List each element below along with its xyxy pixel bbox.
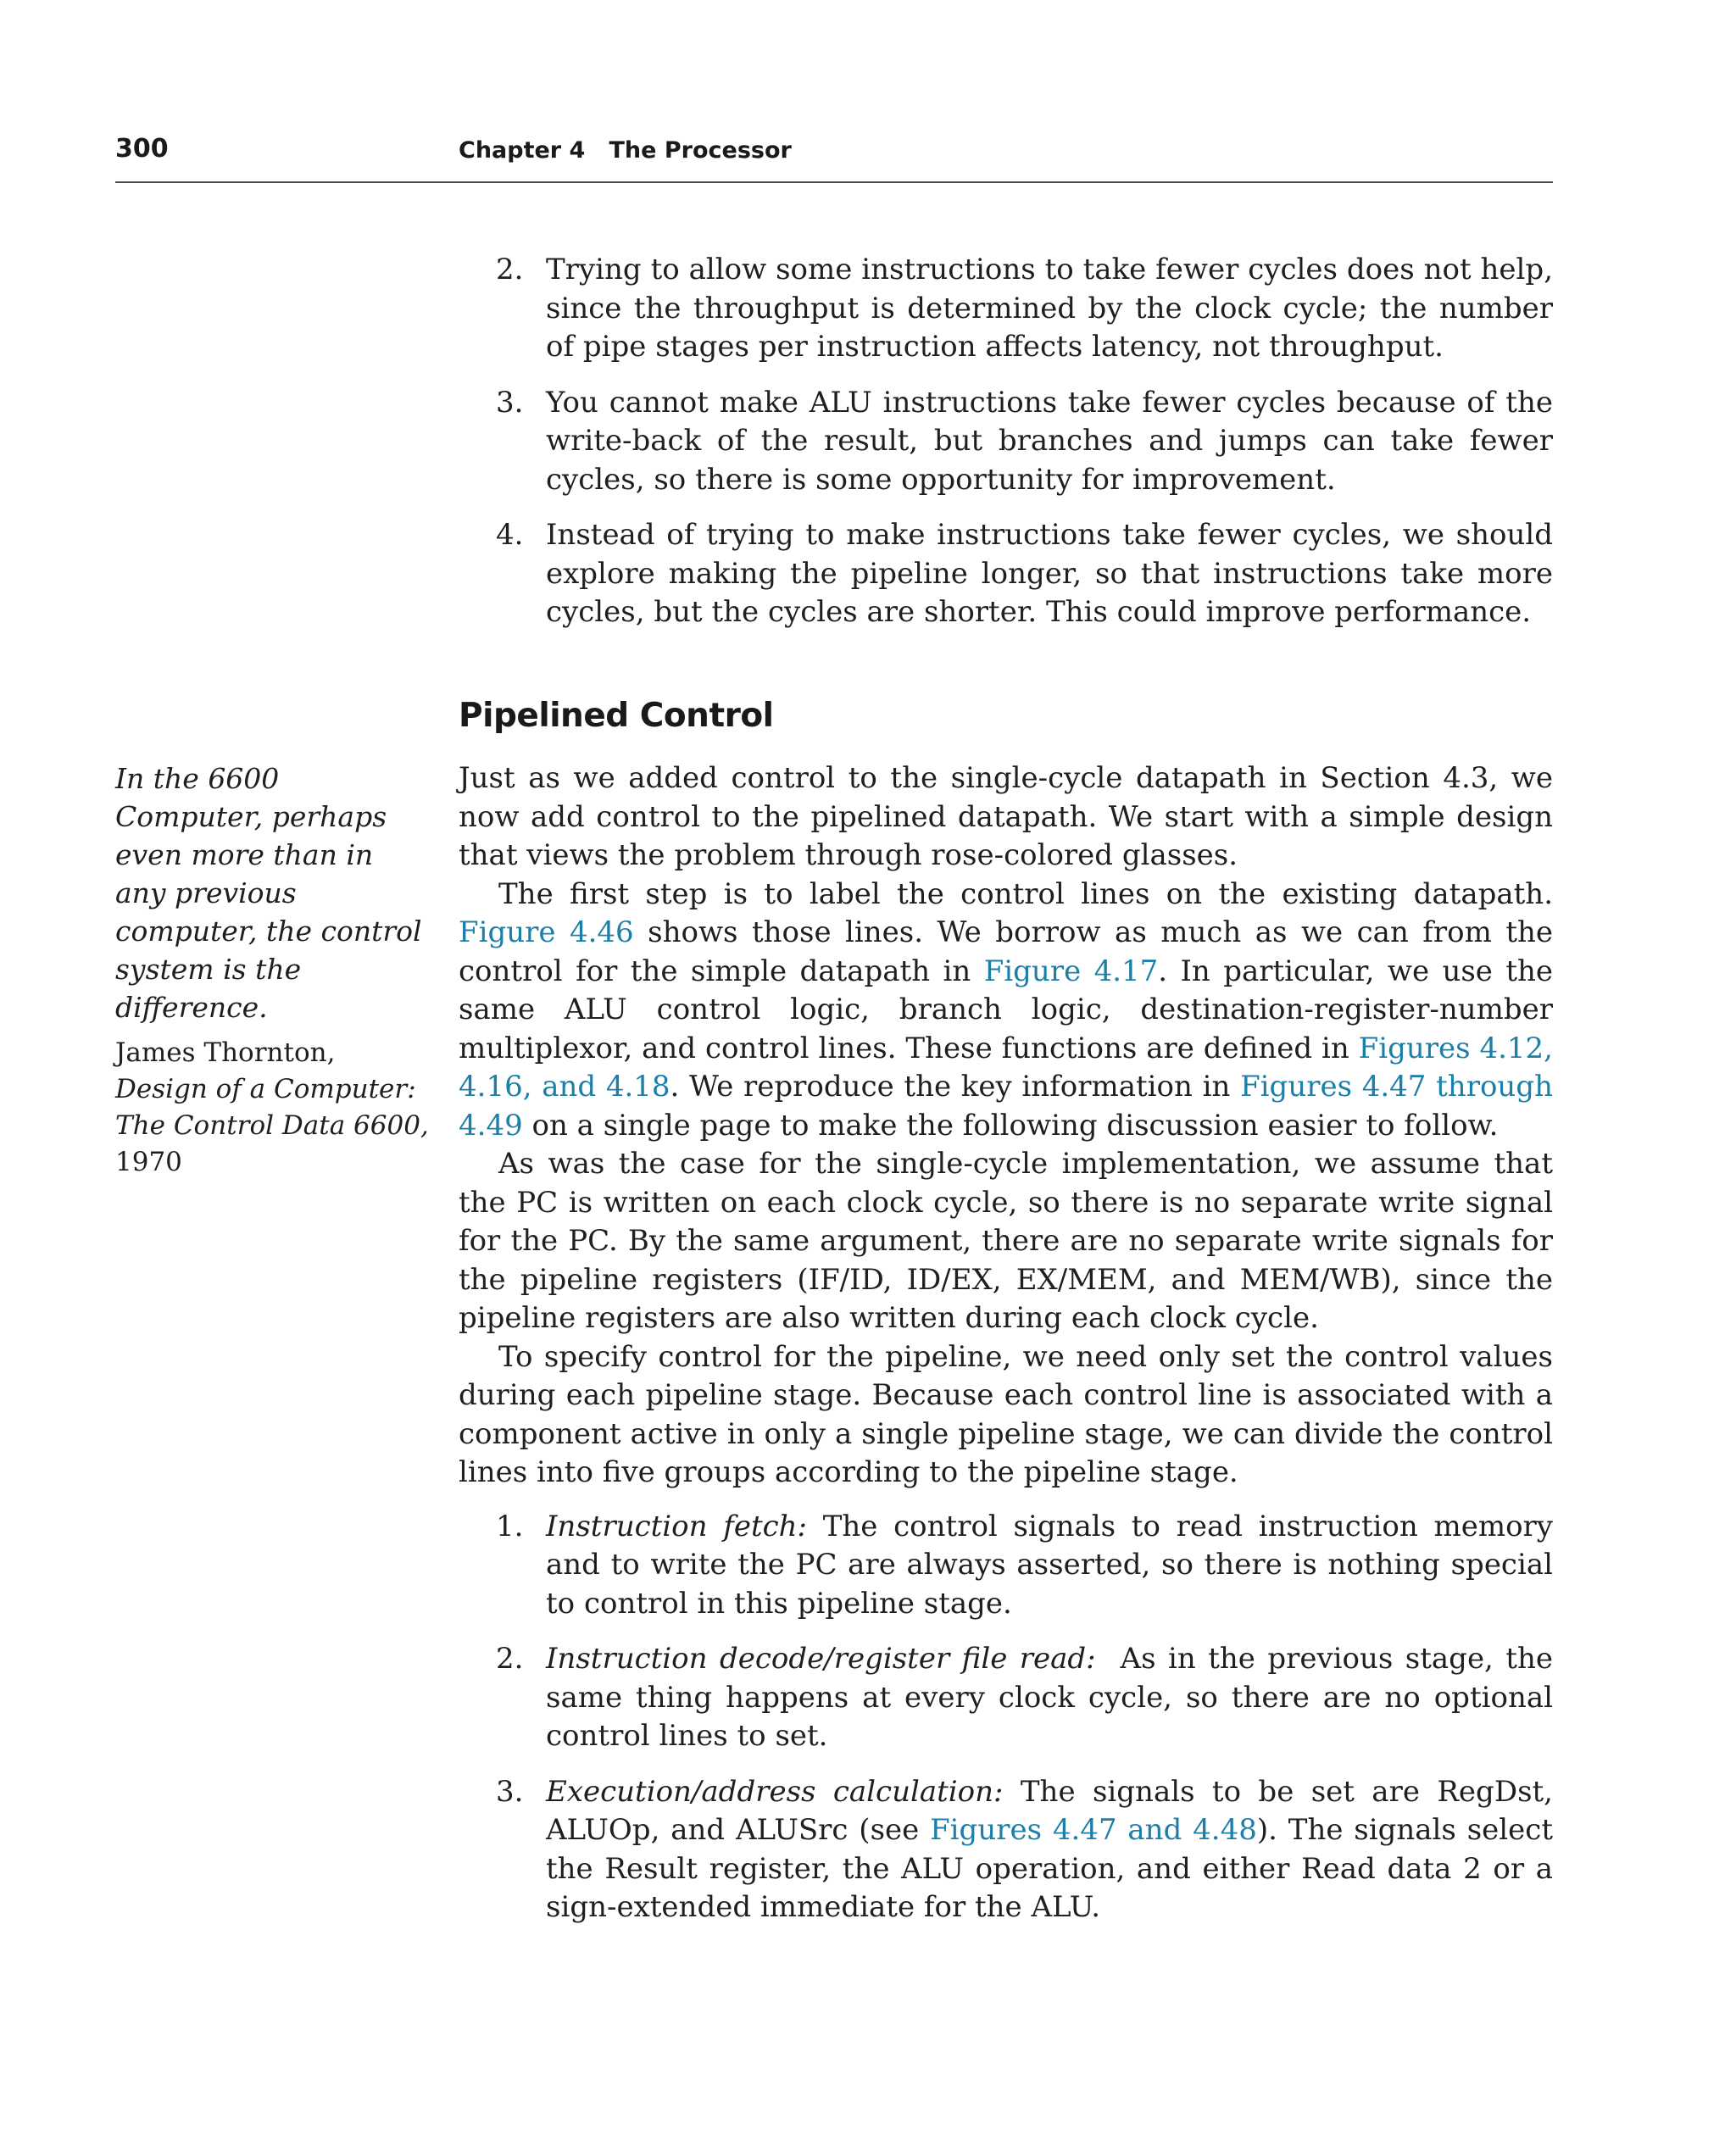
list-item	[459, 1508, 1553, 1624]
figure-link[interactable]: Figures 4.47 through 4.49	[459, 1070, 1553, 1143]
paragraph: The first step is to label the control lines on the existing datapath. Figure 4.46 shows those lines. We borrow as much as we can from the control for the simple datapath in Figure 4.17. In particular, we use the same ALU control logic, branch logic, destination-register-number multiplexor, and control lines. These functions are defined in Figures 4.12, 4.16, and 4.18. We reproduce the key information in Figures 4.47 through 4.49 on a single page to make the following discussion easier to follow.	[459, 876, 1554, 1143]
paragraph: As was the case for the single-cycle implementation, we assume that the PC is written on each clock cycle, so there is no separate write signal for the PC. By the same argument, there are no separate write signals for the pipeline registers (IF/ID, ID/EX, EX/MEM, and MEM/WB), since the pipeline registers are also written during each clock cycle.	[459, 1147, 1553, 1335]
figure-link[interactable]: Figure 4.17	[983, 954, 1159, 988]
running-header	[115, 129, 1553, 183]
list-item-text: The control signals to read instruction memory and to write the PC are always asserted, so there is nothing special to control in this pipeline stage.	[546, 1509, 1553, 1621]
list-item-number: 2.	[496, 1642, 524, 1676]
list-item-number: 1.	[496, 1509, 524, 1543]
quote-book-title: Design of a Computer: The Control Data 6600,	[115, 1074, 429, 1141]
paragraph: Just as we added control to the single-cycle datapath in Section 4.3, we now add control to the pipelined datapath. We start with a simple design that views the problem through rose-colored glasses.	[459, 761, 1553, 872]
quote-text: In the 6600 Computer, perhaps even more than in any previous computer, the control system is the difference.	[115, 762, 422, 1024]
list-item	[459, 251, 1553, 367]
figure-link[interactable]: Figure 4.46	[459, 915, 634, 949]
body-text	[459, 759, 1562, 1944]
quote-author: James Thornton,	[115, 1037, 336, 1068]
quote-attribution	[115, 1035, 429, 1181]
list-item-number: 4.	[496, 518, 524, 552]
list-item-lead: Instruction fetch:	[546, 1509, 808, 1543]
page-number: 300	[115, 134, 169, 164]
list-item	[459, 516, 1553, 632]
list-item-text: As in the previous stage, the same thing happens at every clock cycle, so there are no optional control lines to set.	[546, 1642, 1562, 1753]
section-heading: Pipelined Control	[459, 697, 774, 735]
pipeline-stage-list	[459, 1508, 1562, 1927]
figure-link[interactable]: Figures 4.12, 4.16, and 4.18	[459, 1031, 1553, 1104]
answer-list	[459, 251, 1553, 632]
chapter-title: Chapter 4 The Processor	[459, 137, 792, 164]
list-item-text: Trying to allow some instructions to take fewer cycles does not help, since the throughput is determined by the clock cycle; the number of pipe stages per instruction affects latency, not throughput.	[546, 253, 1553, 364]
list-item	[459, 1640, 1562, 1756]
list-item-lead: Instruction decode/register file read:	[546, 1642, 1096, 1676]
paragraph: To specify control for the pipeline, we need only set the control values during each pipeline stage. Because each control line is associated with a component active in only a single pipeline stage, we can divide the control lines into five groups according to the pipeline stage.	[459, 1339, 1553, 1489]
list-item-number: 3.	[496, 385, 524, 420]
list-item: 3. Execution/address calculation: The signals to be set are RegDst, ALUOp, and ALUSrc (see Figures 4.47 and 4.48). The signals select the Result register, the ALU operation, and either Read data 2 or a sign-extended immediate for the ALU.	[496, 1774, 1553, 1924]
list-item	[459, 384, 1553, 500]
quote-year: 1970	[115, 1147, 182, 1177]
list-item-text: Instead of trying to make instructions take fewer cycles, we should explore making the pipeline longer, so that instructions take more cycles, but the cycles are shorter. This could improve performance.	[546, 518, 1553, 629]
list-item-number: 3.	[496, 1774, 524, 1809]
list-item-lead: Execution/address calculation:	[546, 1774, 1004, 1809]
list-item-number: 2.	[496, 253, 524, 286]
list-item-text: You cannot make ALU instructions take fewer cycles because of the write-back of the result, but branches and jumps can take fewer cycles, so there is some opportunity for improvement.	[546, 385, 1553, 497]
answer-list-block	[459, 251, 1553, 649]
margin-quote	[115, 759, 429, 1181]
figure-link[interactable]: Figures 4.47 and 4.48	[930, 1813, 1257, 1847]
